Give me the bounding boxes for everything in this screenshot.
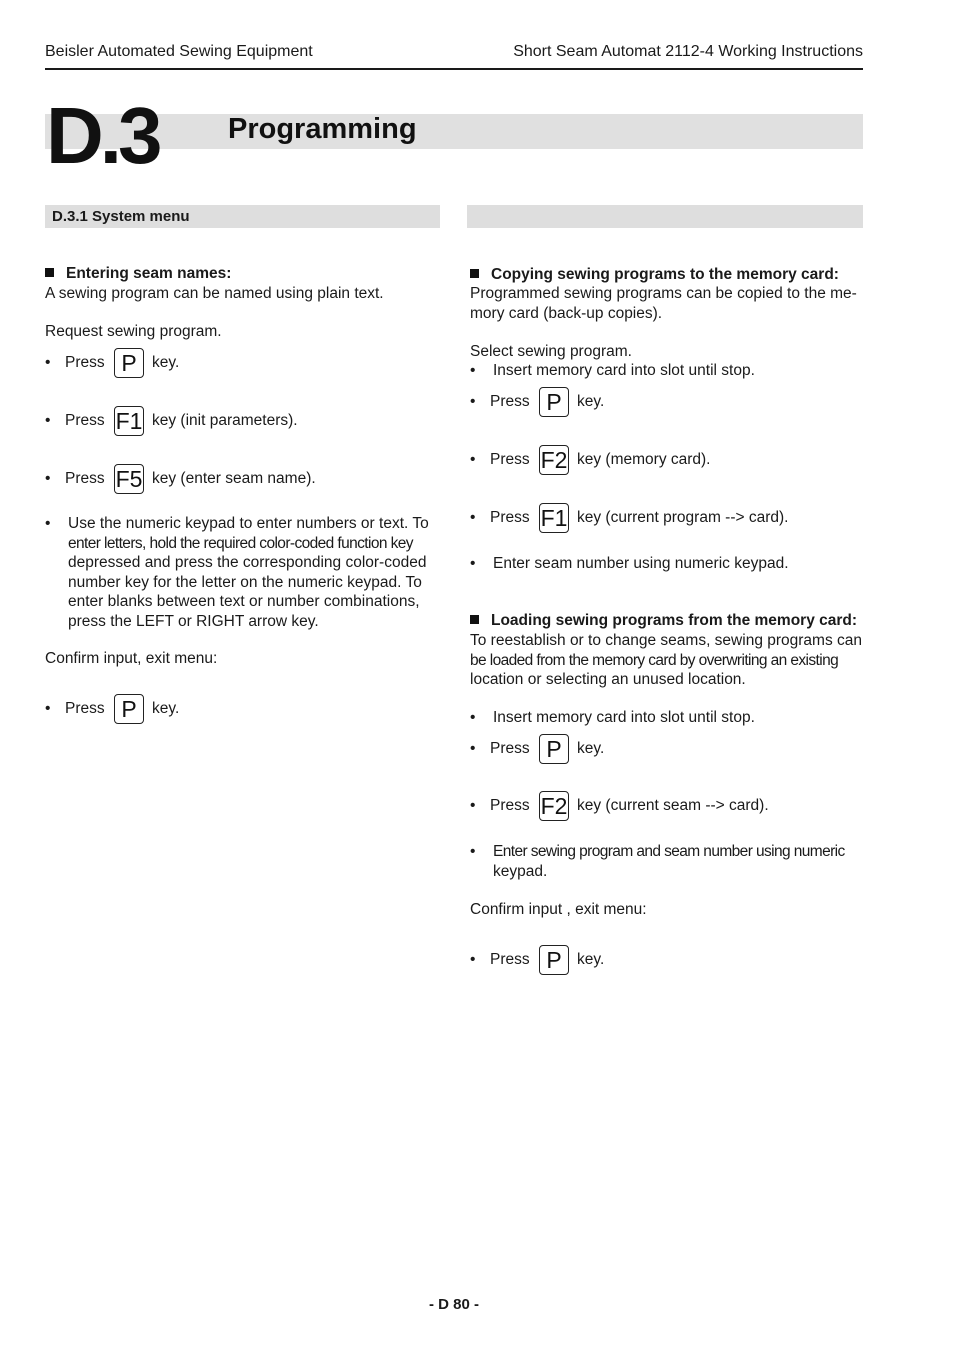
square-bullet-icon: [45, 268, 54, 277]
press-label: Press: [65, 354, 105, 371]
enter-program-line: Enter sewing program and seam number using numeric: [493, 843, 845, 860]
keypad-line: depressed and press the corresponding color-coded: [68, 554, 427, 571]
press-label: Press: [490, 509, 530, 526]
press-label: Press: [65, 412, 105, 429]
left-step-2: [45, 406, 298, 436]
insert-card-1: Insert memory card into slot until stop.: [493, 362, 755, 379]
copy-heading-text: Copying sewing programs to the memory card:: [491, 266, 839, 283]
bullet-icon: •: [45, 412, 51, 429]
keypad-line: press the LEFT or RIGHT arrow key.: [68, 612, 319, 630]
insert-card-2: Insert memory card into slot until stop.: [493, 709, 755, 726]
chapter-number: D.3: [46, 91, 159, 180]
load-intro-line: To reestablish or to change seams, sewing programs can: [470, 632, 863, 649]
load-heading-text: Loading sewing programs from the memory card:: [491, 612, 858, 629]
f1-key-icon: F1: [114, 406, 144, 436]
step-text: key.: [152, 354, 180, 371]
left-intro: A sewing program can be named using plain text.: [45, 285, 384, 302]
load-intro-line: be loaded from the memory card by overwriting an existing: [470, 651, 839, 669]
bullet-icon: •: [470, 393, 476, 410]
copy-heading: [470, 265, 839, 285]
enter-seam-number: Enter seam number using numeric keypad.: [493, 555, 789, 572]
section-title-right: [467, 205, 863, 228]
running-header-right: Short Seam Automat 2112-4 Working Instructions: [513, 43, 863, 60]
press-label: Press: [490, 797, 530, 814]
copy-step-2: [470, 445, 711, 475]
bullet-icon: •: [470, 843, 476, 860]
running-header-left: Beisler Automated Sewing Equipment: [45, 43, 313, 60]
press-label: Press: [490, 393, 530, 410]
bullet-icon: •: [470, 740, 476, 757]
copy-intro-line: Programmed sewing programs can be copied to the me-: [470, 285, 857, 302]
left-heading: [45, 264, 231, 284]
header-rule: [45, 68, 863, 70]
bullet-icon: •: [45, 700, 51, 717]
left-step-3: [45, 464, 316, 494]
step-text: key (init parameters).: [152, 412, 298, 429]
section-title: D.3.1 System menu: [45, 205, 440, 228]
step-text: key (memory card).: [577, 451, 711, 468]
keypad-instructions: [68, 514, 440, 631]
square-bullet-icon: [470, 269, 479, 278]
step-text: key.: [577, 740, 605, 757]
keypad-line: Use the numeric keypad to enter numbers or text. To: [68, 515, 429, 532]
page-number: - D 80 -: [428, 1296, 479, 1313]
step-text: key (enter seam name).: [152, 470, 316, 487]
press-label: Press: [65, 700, 105, 717]
f2-key-icon: F2: [539, 445, 569, 475]
left-heading-text: Entering seam names:: [66, 265, 232, 282]
enter-program-seam: [493, 842, 866, 881]
right-final-step: [470, 945, 604, 975]
bullet-icon: •: [470, 797, 476, 814]
press-label: Press: [490, 451, 530, 468]
p-key-icon: P: [539, 945, 569, 975]
load-intro-line: location or selecting an unused location.: [470, 671, 746, 688]
press-label: Press: [490, 951, 530, 968]
right-confirm: Confirm input , exit menu:: [470, 901, 647, 918]
p-key-icon: P: [114, 694, 144, 724]
copy-intro-line: mory card (back-up copies).: [470, 304, 663, 322]
bullet-icon: •: [470, 451, 476, 468]
step-text: key.: [152, 700, 180, 717]
copy-intro: [470, 284, 866, 323]
load-heading: [470, 611, 857, 631]
bullet-icon: •: [45, 354, 51, 371]
left-request: Request sewing program.: [45, 323, 222, 340]
keypad-line: number key for the letter on the numeric keypad. To: [68, 573, 422, 591]
step-text: key (current program --> card).: [577, 509, 789, 526]
p-key-icon: P: [114, 348, 144, 378]
f2-key-icon: F2: [539, 791, 569, 821]
copy-step-1: [470, 387, 604, 417]
press-label: Press: [65, 470, 105, 487]
chapter-title: Programming: [228, 113, 417, 145]
keypad-line: enter letters, hold the required color-coded function key: [68, 534, 413, 552]
p-key-icon: P: [539, 387, 569, 417]
left-confirm: Confirm input, exit menu:: [45, 650, 218, 667]
p-key-icon: P: [539, 734, 569, 764]
load-intro: [470, 631, 866, 690]
bullet-icon: •: [470, 362, 476, 379]
chapter-bar: [45, 114, 863, 149]
bullet-icon: •: [45, 470, 51, 487]
enter-program-line: keypad.: [493, 862, 548, 880]
square-bullet-icon: [470, 615, 479, 624]
f5-key-icon: F5: [114, 464, 144, 494]
copy-step-3: [470, 503, 788, 533]
bullet-icon: •: [470, 555, 476, 572]
bullet-icon: •: [45, 515, 51, 532]
press-label: Press: [490, 740, 530, 757]
step-text: key.: [577, 393, 605, 410]
step-text: key (current seam --> card).: [577, 797, 769, 814]
left-step-1: [45, 348, 179, 378]
load-step-1: [470, 734, 604, 764]
load-step-2: [470, 791, 769, 821]
f1-key-icon: F1: [539, 503, 569, 533]
keypad-line: enter blanks between text or number combinations,: [68, 593, 420, 610]
left-final-step: [45, 694, 179, 724]
bullet-icon: •: [470, 951, 476, 968]
step-text: key.: [577, 951, 605, 968]
bullet-icon: •: [470, 509, 476, 526]
bullet-icon: •: [470, 709, 476, 726]
select-program: Select sewing program.: [470, 343, 632, 360]
